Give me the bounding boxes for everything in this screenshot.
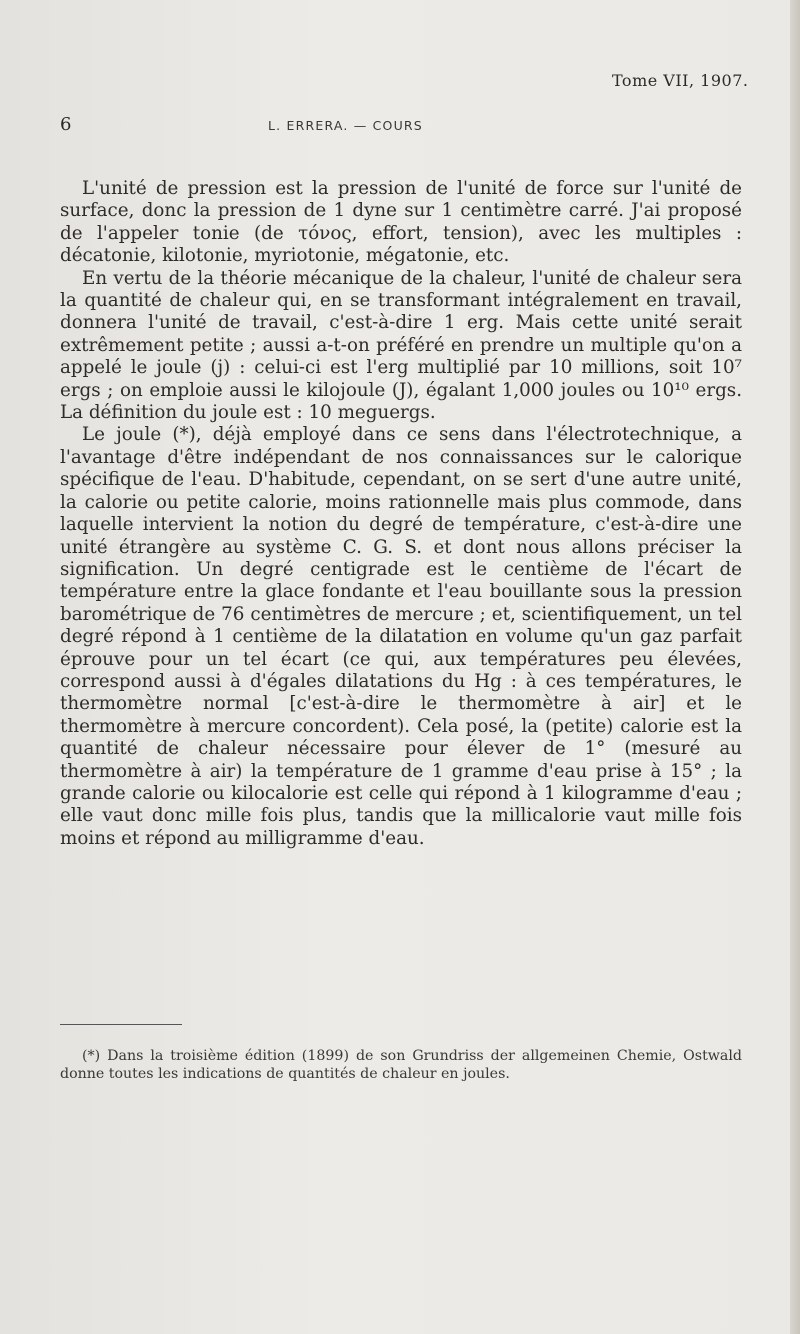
footnote-divider — [60, 1024, 182, 1025]
page-edge — [790, 0, 800, 1334]
page-number: 6 — [60, 114, 72, 135]
volume-label: Tome VII, 1907. — [612, 71, 749, 90]
paragraph-heat-unit: En vertu de la théorie mécanique de la chaleur, l'unité de chaleur sera la quantité de chaleur qui, en se transformant intégralement en travail, donnera l'unité de travail, c'est-à-dire 1 erg. Mais cette unité serait extrêmement petite ; aussi a-t-on préféré en prendre un multiple qu'on a appelé le joule (j) : celui-ci est l'erg multiplié par 10 millions, soit 10⁷ ergs ; on emploie aussi le kilojoule (J), égalant 1,000 joules ou 10¹⁰ ergs. La définition du joule est : 10 meguergs. — [60, 267, 742, 424]
running-title: L. ERRERA. — COURS — [268, 118, 423, 133]
main-text — [60, 178, 742, 850]
paragraph-joule-calorie: Le joule (*), déjà employé dans ce sens dans l'électrotechnique, a l'avantage d'être indépendant de nos connaissances sur le calorique spécifique de l'eau. D'habitude, cependant, on se sert d'une autre unité, la calorie ou petite calorie, moins rationnelle mais plus commode, dans laquelle intervient la notion du degré de température, c'est-à-dire une unité étrangère au système C. G. S. et dont nous allons préciser la signification. Un degré centigrade est le centième de l'écart de température entre la glace fondante et l'eau bouillante sous la pression barométrique de 76 centimètres de mercure ; et, scientifiquement, un tel degré répond à 1 centième de la dilatation en volume qu'un gaz parfait éprouve pour un tel écart (ce qui, aux températures peu élevées, correspond aussi à d'égales dilatations du Hg : à ces températures, le thermomètre normal [c'est-à-dire le thermomètre à air] et le thermomètre à mercure concordent). Cela posé, la (petite) calorie est la quantité de chaleur nécessaire pour élever de 1° (mesuré au thermomètre à air) la température de 1 gramme d'eau prise à 15° ; la grande calorie ou kilocalorie est celle qui répond à 1 kilogramme d'eau ; elle vaut donc mille fois plus, tandis que la millicalorie vaut mille fois moins et répond au milligramme d'eau. — [60, 424, 742, 849]
paragraph-pressure-unit: L'unité de pression est la pression de l'unité de force sur l'unité de surface, donc la pression de 1 dyne sur 1 centimètre carré. J'ai proposé de l'appeler tonie (de τόνος, effort, tension), avec les multiples : décatonie, kilotonie, myriotonie, mégatonie, etc. — [60, 178, 742, 267]
footnote — [60, 1047, 742, 1083]
footnote-text: (*) Dans la troisième édition (1899) de son Grundriss der allgemeinen Chemie, Ostwald donne toutes les indications de quantités de chaleur en joules. — [60, 1048, 742, 1082]
